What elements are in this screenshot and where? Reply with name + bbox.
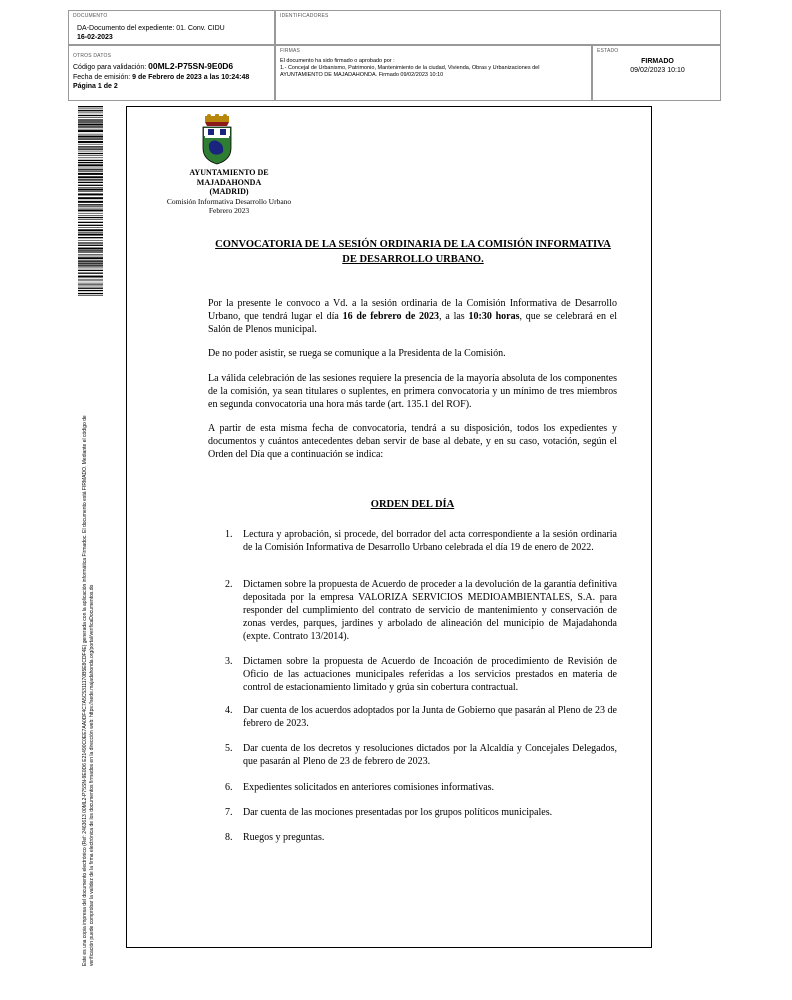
header-documento-cell — [68, 10, 275, 45]
barcode-bar — [78, 217, 103, 218]
barcode-bar — [78, 281, 103, 282]
barcode-bar — [78, 160, 103, 161]
barcode-bar — [78, 254, 103, 255]
documento-label: DOCUMENTO — [73, 13, 108, 19]
barcode-bar — [78, 242, 103, 243]
municipal-crest-icon — [199, 114, 235, 166]
barcode-bar — [78, 208, 103, 209]
barcode-bar — [78, 250, 103, 251]
barcode-bar — [78, 213, 103, 214]
documento-line2: 16-02-2023 — [77, 34, 113, 41]
barcode-bar — [78, 270, 103, 271]
header-identificadores-cell — [275, 10, 721, 45]
firmas-label: FIRMAS — [280, 48, 301, 54]
org-line3: (MADRID) — [209, 187, 249, 196]
fecha-emision: Fecha de emisión: 9 de Febrero de 2023 a las 10:24:48 — [73, 74, 250, 81]
barcode-bar — [78, 193, 103, 195]
barcode-bar — [78, 237, 103, 238]
estado-label: ESTADO — [597, 48, 619, 54]
agenda-item-5: 5. Dar cuenta de los decretos y resoluciones dictados por la Alcaldía y Concejales Delegados, que pasarán al Pleno de 23 de febrero de 2023. — [225, 743, 617, 767]
barcode-bar — [78, 126, 103, 127]
barcode-bar — [78, 189, 103, 191]
barcode-bar — [78, 263, 103, 264]
barcode-bar — [78, 234, 103, 236]
barcode-bar — [78, 257, 103, 259]
barcode-bar — [78, 245, 103, 246]
agenda-item-2: 2. Dictamen sobre la propuesta de Acuerdo de proceder a la devolución de la garantía definitiva depositada por la empresa VALORIZA SERVICIOS MEDIOAMBIENTALES, S.A. para responder del cumplimiento del contrato de servicio de mantenimiento y conservación de zonas verdes, parques, jardines y arbolado de alineación del municipio de Majadahonda (expte. Contrato 13/2014). — [225, 579, 617, 642]
barcode-bar — [78, 115, 103, 116]
paragraph-documentacion: A partir de esta misma fecha de convocatoria, tendrá a su disposición, todos los expedientes y documentos y cuántos antecedentes deban servir de base al debate, y en su caso, votación, según el Orden del Día que a continuación se indica: — [208, 423, 617, 460]
barcode-bar — [78, 168, 103, 169]
barcode-bar — [78, 106, 103, 107]
org-line1: AYUNTAMIENTO DE — [189, 168, 269, 177]
barcode-bar — [78, 293, 103, 294]
firmas-line1: El documento ha sido firmado o aprobado por : — [280, 58, 395, 64]
barcode-bar — [78, 185, 103, 186]
paragraph-convocatoria: Por la presente le convoco a Vd. a la sesión ordinaria de la Comisión Informativa de Desarrollo Urbano, que tendrá lugar el día 16 de febrero de 2023, a las 10:30 horas, que se celebrará en el Salón de Plenos municipal. — [208, 298, 617, 335]
barcode-bar — [78, 222, 103, 223]
firmas-line3: AYUNTAMIENTO DE MAJADAHONDA. Firmado 09/02/2023 10:10 — [280, 72, 444, 78]
org-line4: Comisión Informativa Desarrollo Urbano — [166, 196, 292, 206]
barcode-bar — [78, 146, 103, 147]
barcode-bar — [78, 117, 103, 118]
barcode-bar — [78, 171, 103, 172]
barcode-bar — [78, 288, 103, 289]
barcode-bar — [78, 129, 103, 130]
barcode-bar — [78, 279, 103, 280]
agenda-item-1: 1. Lectura y aprobación, si procede, del borrador del acta correspondiente a la sesión ordinaria de la Comisión Informativa de Desarrollo Urbano celebrada el día 19 de enero de 2022. — [225, 529, 617, 553]
identificadores-label: IDENTIFICADORES — [280, 13, 329, 19]
barcode-bar — [78, 256, 103, 257]
barcode-bar — [78, 215, 103, 216]
paragraph-quorum: La válida celebración de las sesiones requiere la presencia de la mayoría absoluta de los componentes de la comisión, ya sean titulares o suplentes, en primera convocatoria y un mínimo de tres miembros en segunda convocatoria una hora más tarde (art. 135.1 del ROF). — [208, 373, 617, 410]
documento-line1: DA-Documento del expediente: 01. Conv. CIDU — [77, 25, 225, 32]
codigo-validacion: Código para validación: 00ML2-P75SN-9E0D6 — [73, 61, 234, 71]
org-line2: MAJADAHONDA — [196, 177, 262, 187]
barcode-bar — [78, 187, 103, 188]
side-legal-text-line2: verificación puede comprobar la validez de la firma electrónica de los documentos firmados en la dirección web: https://sede.majadahonda.org/portal/verificaDocumentos.do — [89, 584, 95, 966]
barcode-bar — [78, 240, 103, 241]
barcode-bar — [78, 173, 103, 175]
barcode-bar — [78, 227, 103, 228]
barcode-bar — [78, 119, 103, 120]
barcode-bar — [78, 295, 103, 296]
barcode-bar — [78, 158, 103, 159]
barcode-bar — [78, 124, 103, 126]
estado-value: FIRMADO — [641, 58, 674, 65]
barcode-bar — [78, 179, 103, 180]
barcode-bar — [78, 155, 103, 156]
barcode-bar — [78, 144, 103, 145]
organization-block — [160, 168, 298, 215]
barcode-bar — [78, 138, 103, 139]
barcode-bar — [78, 273, 103, 274]
header-firmas-cell — [275, 45, 592, 101]
barcode-bar — [78, 286, 103, 287]
barcode-bar — [78, 201, 103, 203]
barcode-bar — [78, 148, 103, 149]
paragraph-asistencia: De no poder asistir, se ruega se comunique a la Presidenta de la Comisión. — [208, 348, 506, 359]
barcode-bar — [78, 229, 103, 231]
estado-date: 09/02/2023 10:10 — [630, 67, 685, 74]
barcode-bar — [78, 209, 103, 211]
agenda-item-6: 6. Expedientes solicitados en anteriores comisiones informativas. — [225, 782, 495, 793]
barcode-bar — [78, 261, 103, 262]
barcode-bar — [78, 169, 103, 170]
barcode-bar — [78, 164, 103, 166]
orden-del-dia-title: ORDEN DEL DÍA — [370, 499, 455, 510]
barcode-bar — [78, 232, 103, 233]
document-frame — [126, 106, 652, 948]
barcode-bar — [78, 225, 103, 226]
barcode-bar — [78, 260, 103, 261]
barcode-bar — [78, 243, 103, 244]
barcode-bar — [78, 130, 103, 132]
barcode-bar — [78, 153, 103, 154]
agenda-item-4: 4. Dar cuenta de los acuerdos adoptados por la Junta de Gobierno que pasarán al Pleno de 23 de febrero de 2023. — [225, 705, 617, 729]
side-legal-text-line1: Este es una copia impresa del documento electrónico (Ref: 2463613 00ML2-P75SN-9E0D6 E21490C0EE7AA0DF4C7A5C5311170B5E8CDF4E) generada con la aplicación informática Firmadoc. El documento está FIRMADO. Mediante el código de — [82, 415, 88, 966]
barcode-bar — [78, 182, 103, 183]
agenda-item-8: 8. Ruegos y preguntas. — [225, 832, 325, 843]
barcode-bar — [78, 151, 103, 152]
agenda-item-3: 3. Dictamen sobre la propuesta de Acuerdo de Incoación de procedimiento de Revisión de Oficio de las actuaciones municipales referidas a los servicios prestados en materia de control de estacionamiento limitado y grúa sin cobertura contractual. — [225, 656, 617, 693]
barcode-bar — [78, 206, 103, 207]
barcode-bar — [78, 283, 103, 284]
firmas-line2: 1.- Concejal de Urbanismo, Patrimonio, Mantenimiento de la ciudad, Vivienda, Obras y Urbanizaciones del — [280, 65, 540, 71]
barcode-bar — [78, 248, 103, 250]
barcode-bar — [78, 197, 103, 199]
barcode-bar — [78, 141, 103, 143]
barcode-bar — [78, 268, 103, 269]
barcode-bar — [78, 219, 103, 220]
agenda-item-7: 7. Dar cuenta de las mociones presentadas por los grupos políticos municipales. — [225, 807, 553, 818]
header-otros-datos-cell — [68, 45, 275, 101]
header-estado-cell — [592, 45, 721, 101]
barcode-bar — [78, 284, 103, 285]
barcode-bar — [78, 134, 103, 135]
barcode-bar — [78, 191, 103, 192]
org-line5: Febrero 2023 — [208, 205, 250, 215]
barcode-bar — [78, 276, 103, 278]
barcode-bar — [78, 290, 103, 291]
barcode-bar — [78, 109, 103, 110]
barcode-bar — [78, 121, 103, 122]
barcode-bar — [78, 204, 103, 205]
barcode — [78, 106, 103, 296]
pagina-indicator: Página 1 de 2 — [73, 83, 118, 90]
barcode-bar — [78, 252, 103, 253]
barcode-bar — [78, 136, 103, 138]
barcode-bar — [78, 110, 103, 111]
barcode-bar — [78, 113, 103, 114]
barcode-bar — [78, 162, 103, 163]
otros-datos-label: OTROS DATOS — [73, 53, 112, 59]
document-title: CONVOCATORIA DE LA SESIÓN ORDINARIA DE LA COMISIÓN INFORMATIVA DE DESARROLLO URBANO. — [215, 239, 611, 265]
barcode-bar — [78, 265, 103, 266]
barcode-bar — [78, 176, 103, 178]
